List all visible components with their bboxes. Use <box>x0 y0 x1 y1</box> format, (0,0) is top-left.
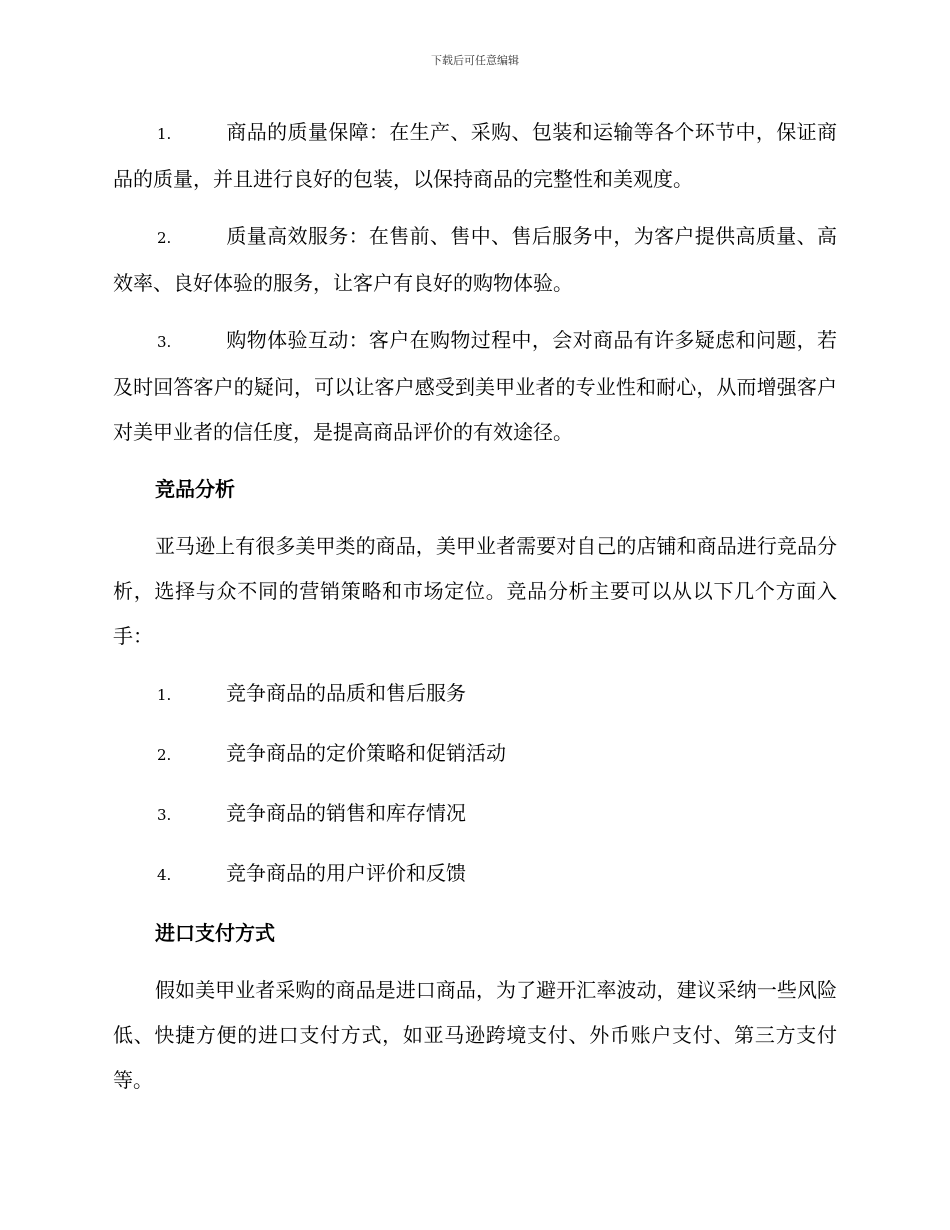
list-item-text: 竞争商品的用户评价和反馈 <box>226 861 466 885</box>
list-item <box>113 318 837 455</box>
list-item <box>113 671 837 718</box>
list-number: 3. <box>157 806 172 824</box>
list-item <box>113 110 837 202</box>
section-heading: 竞品分析 <box>155 477 235 501</box>
list-number: 2. <box>157 746 172 764</box>
list-item-text: 竞争商品的定价策略和促销活动 <box>226 741 506 765</box>
list-number: 2. <box>157 229 172 247</box>
paragraph: 假如美甲业者采购的商品是进口商品，为了避开汇率波动，建议采纳一些风险低、快捷方便的进口支付方式，如亚马逊跨境支付、外币账户支付、第三方支付等。 <box>113 978 837 1092</box>
list-item-text: 商品的质量保障：在生产、采购、包装和运输等各个环节中，保证商品的质量，并且进行良好的包装，以保持商品的完整性和美观度。 <box>113 120 837 191</box>
list-item-text: 质量高效服务：在售前、售中、售后服务中，为客户提供高质量、高效率、良好体验的服务，让客户有良好的购物体验。 <box>113 224 837 295</box>
list-item <box>113 731 837 778</box>
document-body <box>113 110 837 1115</box>
list-item <box>113 214 837 306</box>
list-number: 4. <box>157 866 172 884</box>
list-item <box>113 851 837 898</box>
list-number: 1. <box>157 125 172 143</box>
list-item-text: 竞争商品的品质和售后服务 <box>226 681 466 705</box>
list-number: 1. <box>157 686 172 704</box>
list-number: 3. <box>157 333 172 351</box>
paragraph: 亚马逊上有很多美甲类的商品，美甲业者需要对自己的店铺和商品进行竞品分析，选择与众不同的营销策略和市场定位。竞品分析主要可以从以下几个方面入手： <box>113 534 837 648</box>
list-item <box>113 791 837 838</box>
list-item-text: 竞争商品的销售和库存情况 <box>226 801 466 825</box>
page-header: 下载后可任意编辑 <box>431 54 519 67</box>
list-item-text: 购物体验互动：客户在购物过程中，会对商品有许多疑虑和问题，若及时回答客户的疑问，可以让客户感受到美甲业者的专业性和耐心，从而增强客户对美甲业者的信任度，是提高商品评价的有效途径。 <box>113 328 837 444</box>
section-heading: 进口支付方式 <box>155 921 275 945</box>
